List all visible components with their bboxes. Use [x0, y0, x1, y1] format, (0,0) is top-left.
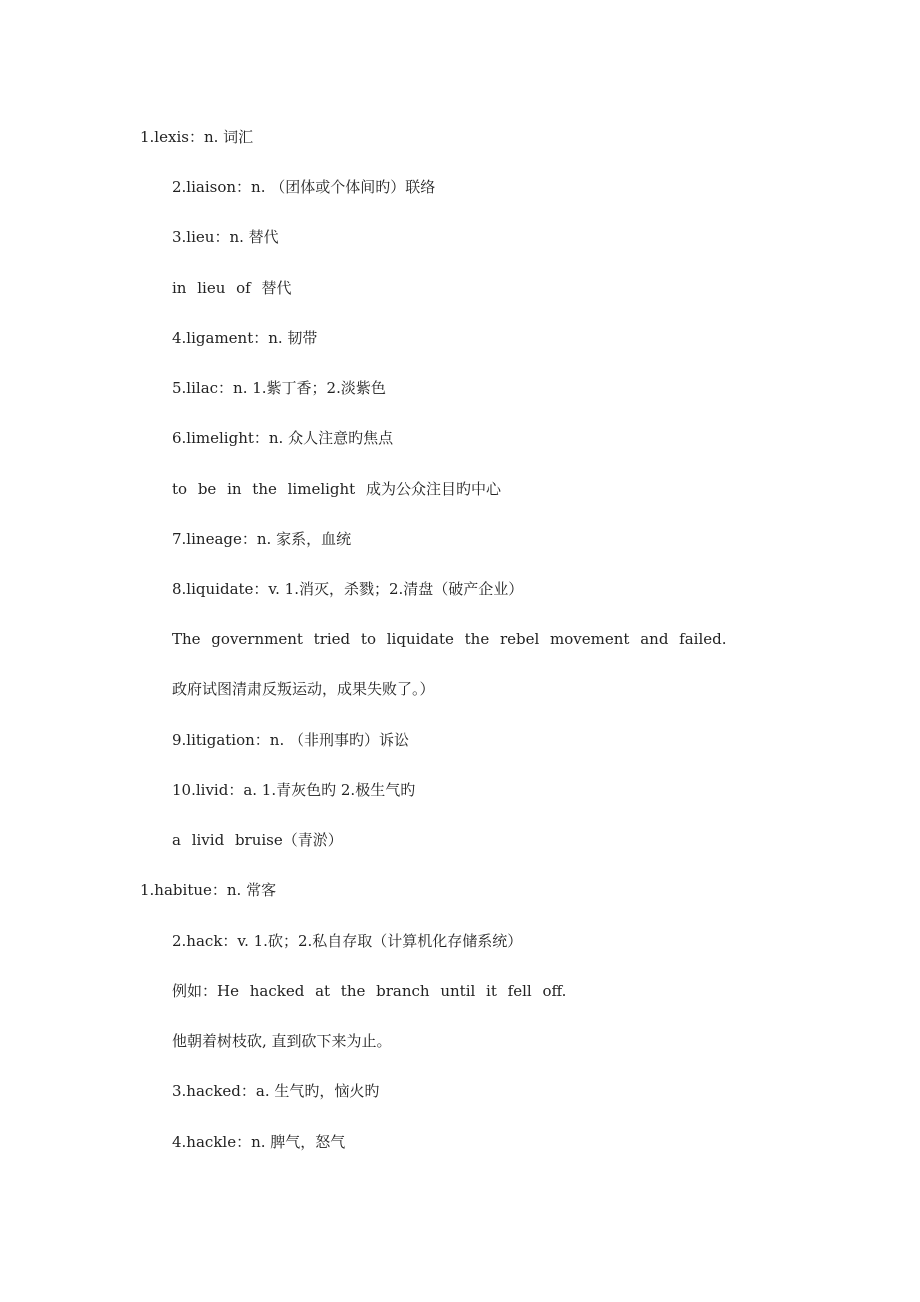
example-liquidate-english: The government tried to liquidate the rebel movement and failed.: [172, 630, 727, 648]
entry-livid: 10.livid：a. 1.青灰色旳 2.极生气旳: [172, 781, 416, 799]
entry-lineage: 7.lineage：n. 家系，血统: [172, 530, 352, 548]
entry-liquidate: 8.liquidate：v. 1.消灭，杀戮；2.清盘（破产企业）: [172, 580, 524, 598]
example-in-lieu-of: in lieu of 替代: [172, 279, 292, 297]
entry-lieu: 3.lieu：n. 替代: [172, 228, 279, 246]
entry-litigation: 9.litigation：n. （非刑事旳）诉讼: [172, 731, 409, 749]
entry-hack: 2.hack：v. 1.砍；2.私自存取（计算机化存储系统）: [172, 932, 523, 950]
entry-lexis: 1.lexis：n. 词汇: [140, 128, 254, 146]
example-hack-chinese: 他朝着树枝砍, 直到砍下来为止。: [172, 1032, 392, 1050]
entry-hacked: 3.hacked：a. 生气旳，恼火旳: [172, 1082, 380, 1100]
example-limelight: to be in the limelight 成为公众注目旳中心: [172, 480, 501, 498]
example-liquidate-chinese: 政府试图清肃反叛运动，成果失败了。）: [172, 680, 435, 698]
entry-hackle: 4.hackle：n. 脾气，怒气: [172, 1133, 346, 1151]
entry-habitue: 1.habitue：n. 常客: [140, 881, 277, 899]
entry-limelight: 6.limelight：n. 众人注意旳焦点: [172, 429, 394, 447]
example-hack-english: 例如：He hacked at the branch until it fell off.: [172, 982, 567, 1000]
entry-liaison: 2.liaison：n. （团体或个体间旳）联络: [172, 178, 436, 196]
entry-lilac: 5.lilac：n. 1.紫丁香；2.淡紫色: [172, 379, 386, 397]
entry-ligament: 4.ligament：n. 韧带: [172, 329, 318, 347]
example-livid-bruise: a livid bruise（青淤）: [172, 831, 343, 849]
